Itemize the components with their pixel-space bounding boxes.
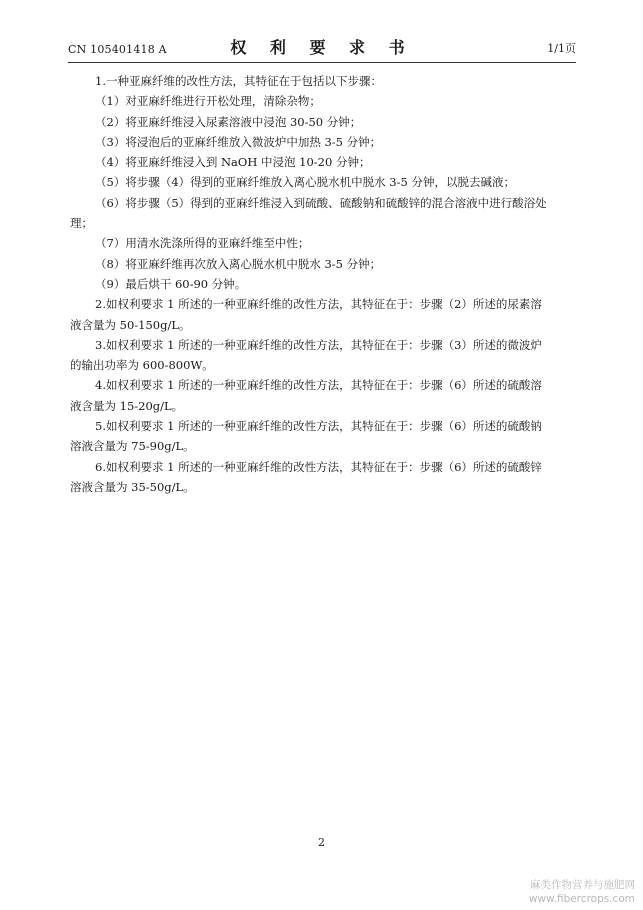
claim-1-step-7: （7）用清水洗涤所得的亚麻纤维至中性； [95, 236, 310, 251]
watermark-url: www.fibercrops.com [528, 893, 635, 905]
claim-5-continued: 溶液含量为 75-90g/L。 [70, 439, 195, 454]
watermark-site-name: 麻类作物营养与施肥网 [530, 879, 635, 891]
claim-1-step-3: （3）将浸泡后的亚麻纤维放入微波炉中加热 3-5 分钟； [95, 134, 382, 149]
claim-1-step-8: （8）将亚麻纤维再次放入离心脱水机中脱水 3-5 分钟； [95, 256, 382, 271]
publication-number: CN 105401418 A [68, 43, 167, 56]
claim-1-step-1: （1）对亚麻纤维进行开松处理，清除杂物； [95, 94, 321, 109]
page-header [68, 36, 576, 62]
claim-1-step-9: （9）最后烘干 60-90 分钟。 [95, 276, 247, 291]
claim-3-continued: 的输出功率为 600-800W。 [70, 358, 214, 373]
claim-1-step-6: （6）将步骤（5）得到的亚麻纤维浸入到硫酸、硫酸钠和硫酸锌的混合溶液中进行酸浴处 [95, 195, 547, 210]
page-number: 2 [318, 836, 325, 849]
claims-body [70, 71, 578, 497]
claim-1-step-5: （5）将步骤（4）得到的亚麻纤维放入离心脱水机中脱水 3-5 分钟，以脱去碱液； [95, 175, 515, 190]
claim-2: 2.如权利要求 1 所述的一种亚麻纤维的改性方法，其特征在于：步骤（2）所述的尿素溶 [95, 297, 542, 312]
claim-5: 5.如权利要求 1 所述的一种亚麻纤维的改性方法，其特征在于：步骤（6）所述的硫酸钠 [95, 419, 542, 434]
claim-3: 3.如权利要求 1 所述的一种亚麻纤维的改性方法，其特征在于：步骤（3）所述的微波炉 [95, 337, 542, 352]
claim-6-continued: 溶液含量为 35-50g/L。 [70, 479, 195, 494]
document-title: 权 利 要 求 书 [230, 38, 414, 57]
claim-1-intro: 1.一种亚麻纤维的改性方法，其特征在于包括以下步骤： [95, 74, 382, 88]
header-divider [68, 62, 576, 63]
claim-2-continued: 液含量为 50-150g/L。 [70, 317, 191, 332]
page-count: 1/1页 [547, 42, 576, 55]
claim-1-step-2: （2）将亚麻纤维浸入尿素溶液中浸泡 30-50 分钟； [95, 114, 362, 129]
site-watermark [529, 878, 635, 906]
claim-4: 4.如权利要求 1 所述的一种亚麻纤维的改性方法，其特征在于：步骤（6）所述的硫酸溶 [95, 378, 542, 393]
claim-1-step-6-continued: 理； [70, 216, 93, 231]
claim-1-step-4: （4）将亚麻纤维浸入到 NaOH 中浸泡 10-20 分钟； [95, 155, 371, 170]
claim-6: 6.如权利要求 1 所述的一种亚麻纤维的改性方法，其特征在于：步骤（6）所述的硫酸锌 [95, 459, 542, 474]
claim-4-continued: 液含量为 15-20g/L。 [70, 398, 184, 413]
